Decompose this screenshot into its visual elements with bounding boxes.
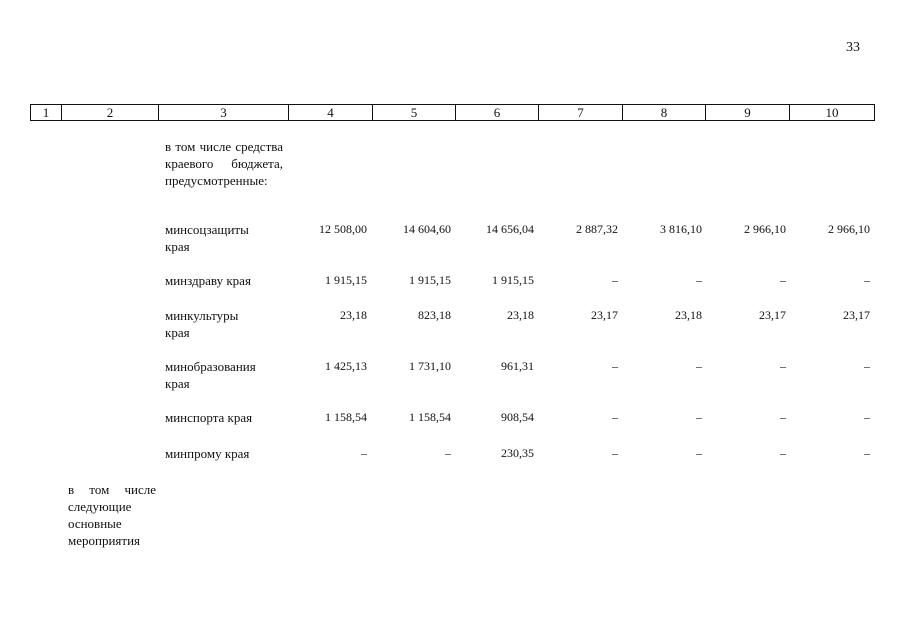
row-value: 1 731,10 xyxy=(409,359,451,373)
row-value: 14 604,60 xyxy=(403,222,451,236)
row-value: 2 966,10 xyxy=(828,222,870,236)
row-value: – xyxy=(361,446,367,460)
column-number: 9 xyxy=(706,105,790,121)
row-value: – xyxy=(864,273,870,287)
row-value: – xyxy=(612,446,618,460)
row-value: 23,17 xyxy=(843,308,870,322)
column-number: 1 xyxy=(31,105,62,121)
row-value: – xyxy=(864,410,870,424)
row-value: 23,18 xyxy=(675,308,702,322)
row-value: – xyxy=(780,273,786,287)
row-value: 23,17 xyxy=(759,308,786,322)
row-value: 12 508,00 xyxy=(319,222,367,236)
row-label: минсоцзащиты края xyxy=(165,222,249,254)
column-number: 7 xyxy=(539,105,623,121)
column-number: 6 xyxy=(456,105,539,121)
row-value: 961,31 xyxy=(501,359,534,373)
row-value: – xyxy=(780,410,786,424)
row-value: 1 425,13 xyxy=(325,359,367,373)
row-value: – xyxy=(864,446,870,460)
row-label: минпрому края xyxy=(165,446,250,461)
column-number: 5 xyxy=(373,105,456,121)
row-value: 2 887,32 xyxy=(576,222,618,236)
row-value: 23,18 xyxy=(507,308,534,322)
column-number: 10 xyxy=(790,105,875,121)
row-value: – xyxy=(780,446,786,460)
row-value: – xyxy=(612,359,618,373)
row-value: 230,35 xyxy=(501,446,534,460)
row-value: 1 158,54 xyxy=(409,410,451,424)
row-value: – xyxy=(612,273,618,287)
row-value: 14 656,04 xyxy=(486,222,534,236)
row-value: 3 816,10 xyxy=(660,222,702,236)
row-label: минкультуры края xyxy=(165,308,239,340)
column-number: 2 xyxy=(62,105,159,121)
row-value: – xyxy=(864,359,870,373)
column-number-header xyxy=(30,104,875,121)
row-value: – xyxy=(696,446,702,460)
row-value: – xyxy=(780,359,786,373)
row-value: 823,18 xyxy=(418,308,451,322)
row-label: минздраву края xyxy=(165,273,251,288)
row-value: 2 966,10 xyxy=(744,222,786,236)
row-label: минобразования края xyxy=(165,359,256,391)
row-value: – xyxy=(696,273,702,287)
row-value: 1 915,15 xyxy=(409,273,451,287)
intro-text: в том числе средства краевого бюджета, предусмотренные: xyxy=(165,139,283,188)
row-value: 1 915,15 xyxy=(492,273,534,287)
row-value: – xyxy=(612,410,618,424)
row-value: – xyxy=(696,359,702,373)
row-value: 1 158,54 xyxy=(325,410,367,424)
row-label: минспорта края xyxy=(165,410,253,425)
page-number: 33 xyxy=(846,40,860,55)
row-value: 1 915,15 xyxy=(325,273,367,287)
row-value: – xyxy=(696,410,702,424)
column-number: 3 xyxy=(159,105,289,121)
row-value: 23,18 xyxy=(340,308,367,322)
row-value: 908,54 xyxy=(501,410,534,424)
row-value: – xyxy=(445,446,451,460)
column-number: 8 xyxy=(623,105,706,121)
footer-text: в том числе следующие основные мероприятия xyxy=(68,482,156,548)
row-value: 23,17 xyxy=(591,308,618,322)
column-number: 4 xyxy=(289,105,373,121)
